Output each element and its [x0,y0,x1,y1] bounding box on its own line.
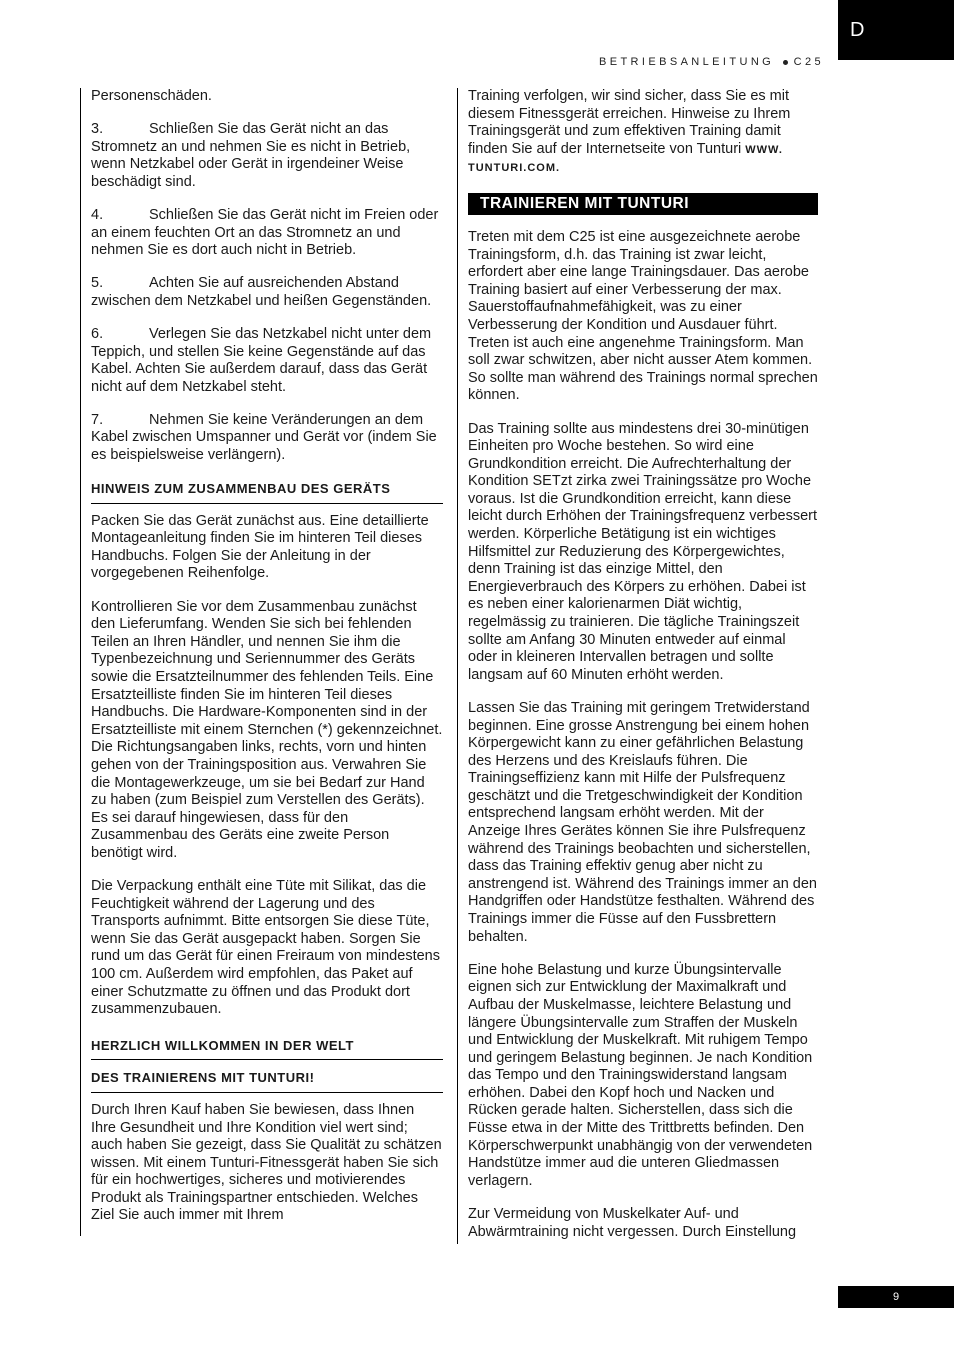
paragraph [468,88,818,178]
list-item [91,121,443,191]
paragraph: Die Verpackung enthält eine Tüte mit Silikat, das die Feuchtigkeit während der Lagerung und des Transports aufnimmt. Bitte entsorgen Sie diese Tüte, wenn Sie das Gerät ausgepackt haben. Sorgen Sie rund um das Gerät für einen Freiraum von mindestens 100 cm. Außerdem wird empfohlen, das Paket auf einer Schutzmatte zu öffnen und das Produkt dort zusammenzubauen. [91,877,440,1018]
left-column [91,88,443,1241]
left-column-rule [80,88,81,1236]
list-item [91,412,443,465]
list-number: 7. [91,411,104,428]
website-link[interactable]: TUNTURI.COM. [468,162,561,175]
section-title-bar: TRAINIEREN MIT TUNTURI [468,193,818,215]
list-item [91,275,443,310]
list-number: 6. [91,325,104,342]
language-tab [838,0,954,60]
list-text: Nehmen Sie keine Veränderungen an dem Kabel zwischen Umspanner und Gerät vor (indem Sie es beispielsweise verlängern). [91,411,437,463]
list-number: 3. [91,121,104,138]
list-number: 5. [91,275,104,292]
paragraph: Packen Sie das Gerät zunächst aus. Eine detaillierte Montageanleitung finden Sie im hinteren Teil dieses Handbuchs. Folgen Sie der Anleitung in der vorgegebenen Reihenfolge. [91,512,429,582]
paragraph: Eine hohe Belastung und kurze Übungsintervalle eignen sich zur Entwicklung der Maximalkraft und Aufbau der Muskelmasse, leichtere Belastung und längere Übungsintervalle zum Straffen der Muskeln und Entwicklung der Muskelkraft. Mit ruhigem Tempo und geringem Belastung beginnen. Je nach Kondition das Tempo und den Trainingswiderstand langsam erhöhen. Dabei den Kopf hoch und Nacken und Rücken gerade halten. Sicherstellen, dass sich die Füsse etwa in der Mitte des Trittbretts befinden. Den Körperschwerpunkt unabhängig von der verwendeten Handstütze immer aud die unteren Gliedmassen verlagern. [468,961,813,1189]
right-column-rule [457,88,458,1244]
header-title: BETRIEBSANLEITUNG [598,56,775,68]
bullet-dot [783,60,788,65]
paragraph-text: Training verfolgen, wir sind sicher, dass Sie es mit diesem Fitnessgerät erreichen. Hinweise zu Ihrem Trainingsgerät und zum effektiven Training damit finden Sie auf der Internetseite von Tunturi [468,88,791,157]
page-number: 9 [838,1286,954,1308]
paragraph: Durch Ihren Kauf haben Sie bewiesen, dass Ihnen Ihre Gesundheit und Ihre Kondition viel wert sind; auch haben Sie gezeigt, dass Sie Qualität zu schätzen wissen. Mit einem Tunturi-Fitnessgerät haben Sie sich für ein hochwertiges, sicheres und motivierendes Produkt als Trainingspartner entschieden. Welches Ziel Sie auch immer mit Ihrem [91,1101,442,1224]
paragraph: Personenschäden. [91,88,212,104]
header-model: C25 [793,56,824,68]
list-text: Verlegen Sie das Netzkabel nicht unter dem Teppich, und stellen Sie keine Gegenstände auf das Kabel. Achten Sie außerdem darauf, dass das Gerät nicht auf dem Netzkabel steht. [91,325,432,395]
website-link[interactable]: WWW. [745,143,783,156]
paragraph: Das Training sollte aus mindestens drei 30-minütigen Einheiten pro Woche bestehen. So wird eine Grundkondition erreicht. Die Aufrechterhaltung der Kondition SETzt zirka zwei Trainingssätze pro Woche voraus. Ist die Grundkondition erreicht, kann diese leicht durch Erhöhen der Trainingsfrequenz verbessert werden. Körperliche Betätigung ist ein wichtiges Hilfsmittel zur Reduzierung des Körpergewichtes, denn Training ist das einzige Mittel, den Energieverbrauch des Körpers zu erhöhen. Dabei ist es neben einer kalorienarmen Diät wichtig, regelmässig zu trainieren. Die tägliche Trainingszeit sollte am Anfang 30 Minuten entweder auf einmal oder in kleineren Intervallen betragen und sollte langsam auf 60 Minuten erhöht werden. [468,420,817,683]
list-item [91,207,443,260]
list-text: Schließen Sie das Gerät nicht an das Stromnetz an und nehmen Sie es nicht in Betrieb, wenn Netzkabel oder Gerät in irgendeiner Weise beschädigt sind. [91,121,411,190]
heading-welcome-line2: DES TRAINIERENS MIT TUNTURI! [91,1069,443,1093]
list-text: Achten Sie auf ausreichenden Abstand zwischen dem Netzkabel und heißen Gegenständen. [91,275,432,309]
language-code: D [850,18,865,41]
paragraph: Lassen Sie das Training mit geringem Tretwiderstand beginnen. Eine grosse Anstrengung bei einem hohen Körpergewicht kann zu einer gefährlichen Belastung des Herzens und des Kreislaufs führen. Die Trainingseffizienz kann mit Hilfe der Pulsfrequenz geschätzt und die Tretgeschwindigkeit der Kondition entsprechend langsam erhöht werden. Mit der Anzeige Ihres Gerätes können Sie ihre Pulsfrequenz während des Trainings beobachten und sicherstellen, dass das Training effektiv genug aber nicht zu anstrengend ist. Während des Trainings immer an den Handgriffen oder Handstütze festhalten. Während des Trainings immer die Füsse auf den Fussbrettern behalten. [468,699,817,945]
running-header [599,56,824,68]
heading-welcome-line1: HERZLICH WILLKOMMEN IN DER WELT [91,1037,443,1061]
list-text: Schließen Sie das Gerät nicht im Freien oder an einem feuchten Ort an das Stromnetz an und nehmen Sie es dort auch nicht in Betrieb. [91,206,439,259]
heading-assembly: HINWEIS ZUM ZUSAMMENBAU DES GERÄTS [91,480,443,504]
list-item [91,326,443,396]
list-number: 4. [91,206,104,223]
paragraph: Zur Vermeidung von Muskelkater Auf- und Abwärmtraining nicht vergessen. Durch Einstellung [468,1205,797,1240]
paragraph: Treten mit dem C25 ist eine ausgezeichnete aerobe Trainingsform, d.h. das Training ist zwar leicht, erfordert aber eine lange Trainingsdauer. Das aerobe Training basiert auf einer Verbesserung der max. Sauerstoffaufnahmefähigkeit, was zu einer Verbesserung der Kondition und Ausdauer führt. Treten ist auch eine angenehme Trainingsform. Man soll zwar schwitzen, aber nicht ausser Atem kommen. So sollte man während des Trainings normal sprechen können. [468,229,818,404]
right-column [468,88,818,1257]
paragraph: Kontrollieren Sie vor dem Zusammenbau zunächst den Lieferumfang. Wenden Sie sich bei fehlenden Teilen an Ihren Händler, und nennen Sie ihm die Typenbezeichnung und Seriennummer des Geräts sowie die Ersatzteilnummer des fehlenden Teils. Eine Ersatzteilliste finden Sie im hinteren Teil dieses Handbuchs. Die Hardware-Komponenten sind in der Ersatzteilliste mit einem Sternchen (*) gekennzeichnet. Die Richtungsangaben links, rechts, vorn und hinten gehen von der Trainingsposition aus. Verwahren Sie die Montagewerkzeuge, um sie bei Bedarf zur Hand zu haben (zum Beispiel zum Verstellen des Geräts). Es sei darauf hingewiesen, dass für den Zusammenbau des Geräts eine zweite Person benötigt wird. [91,598,443,861]
